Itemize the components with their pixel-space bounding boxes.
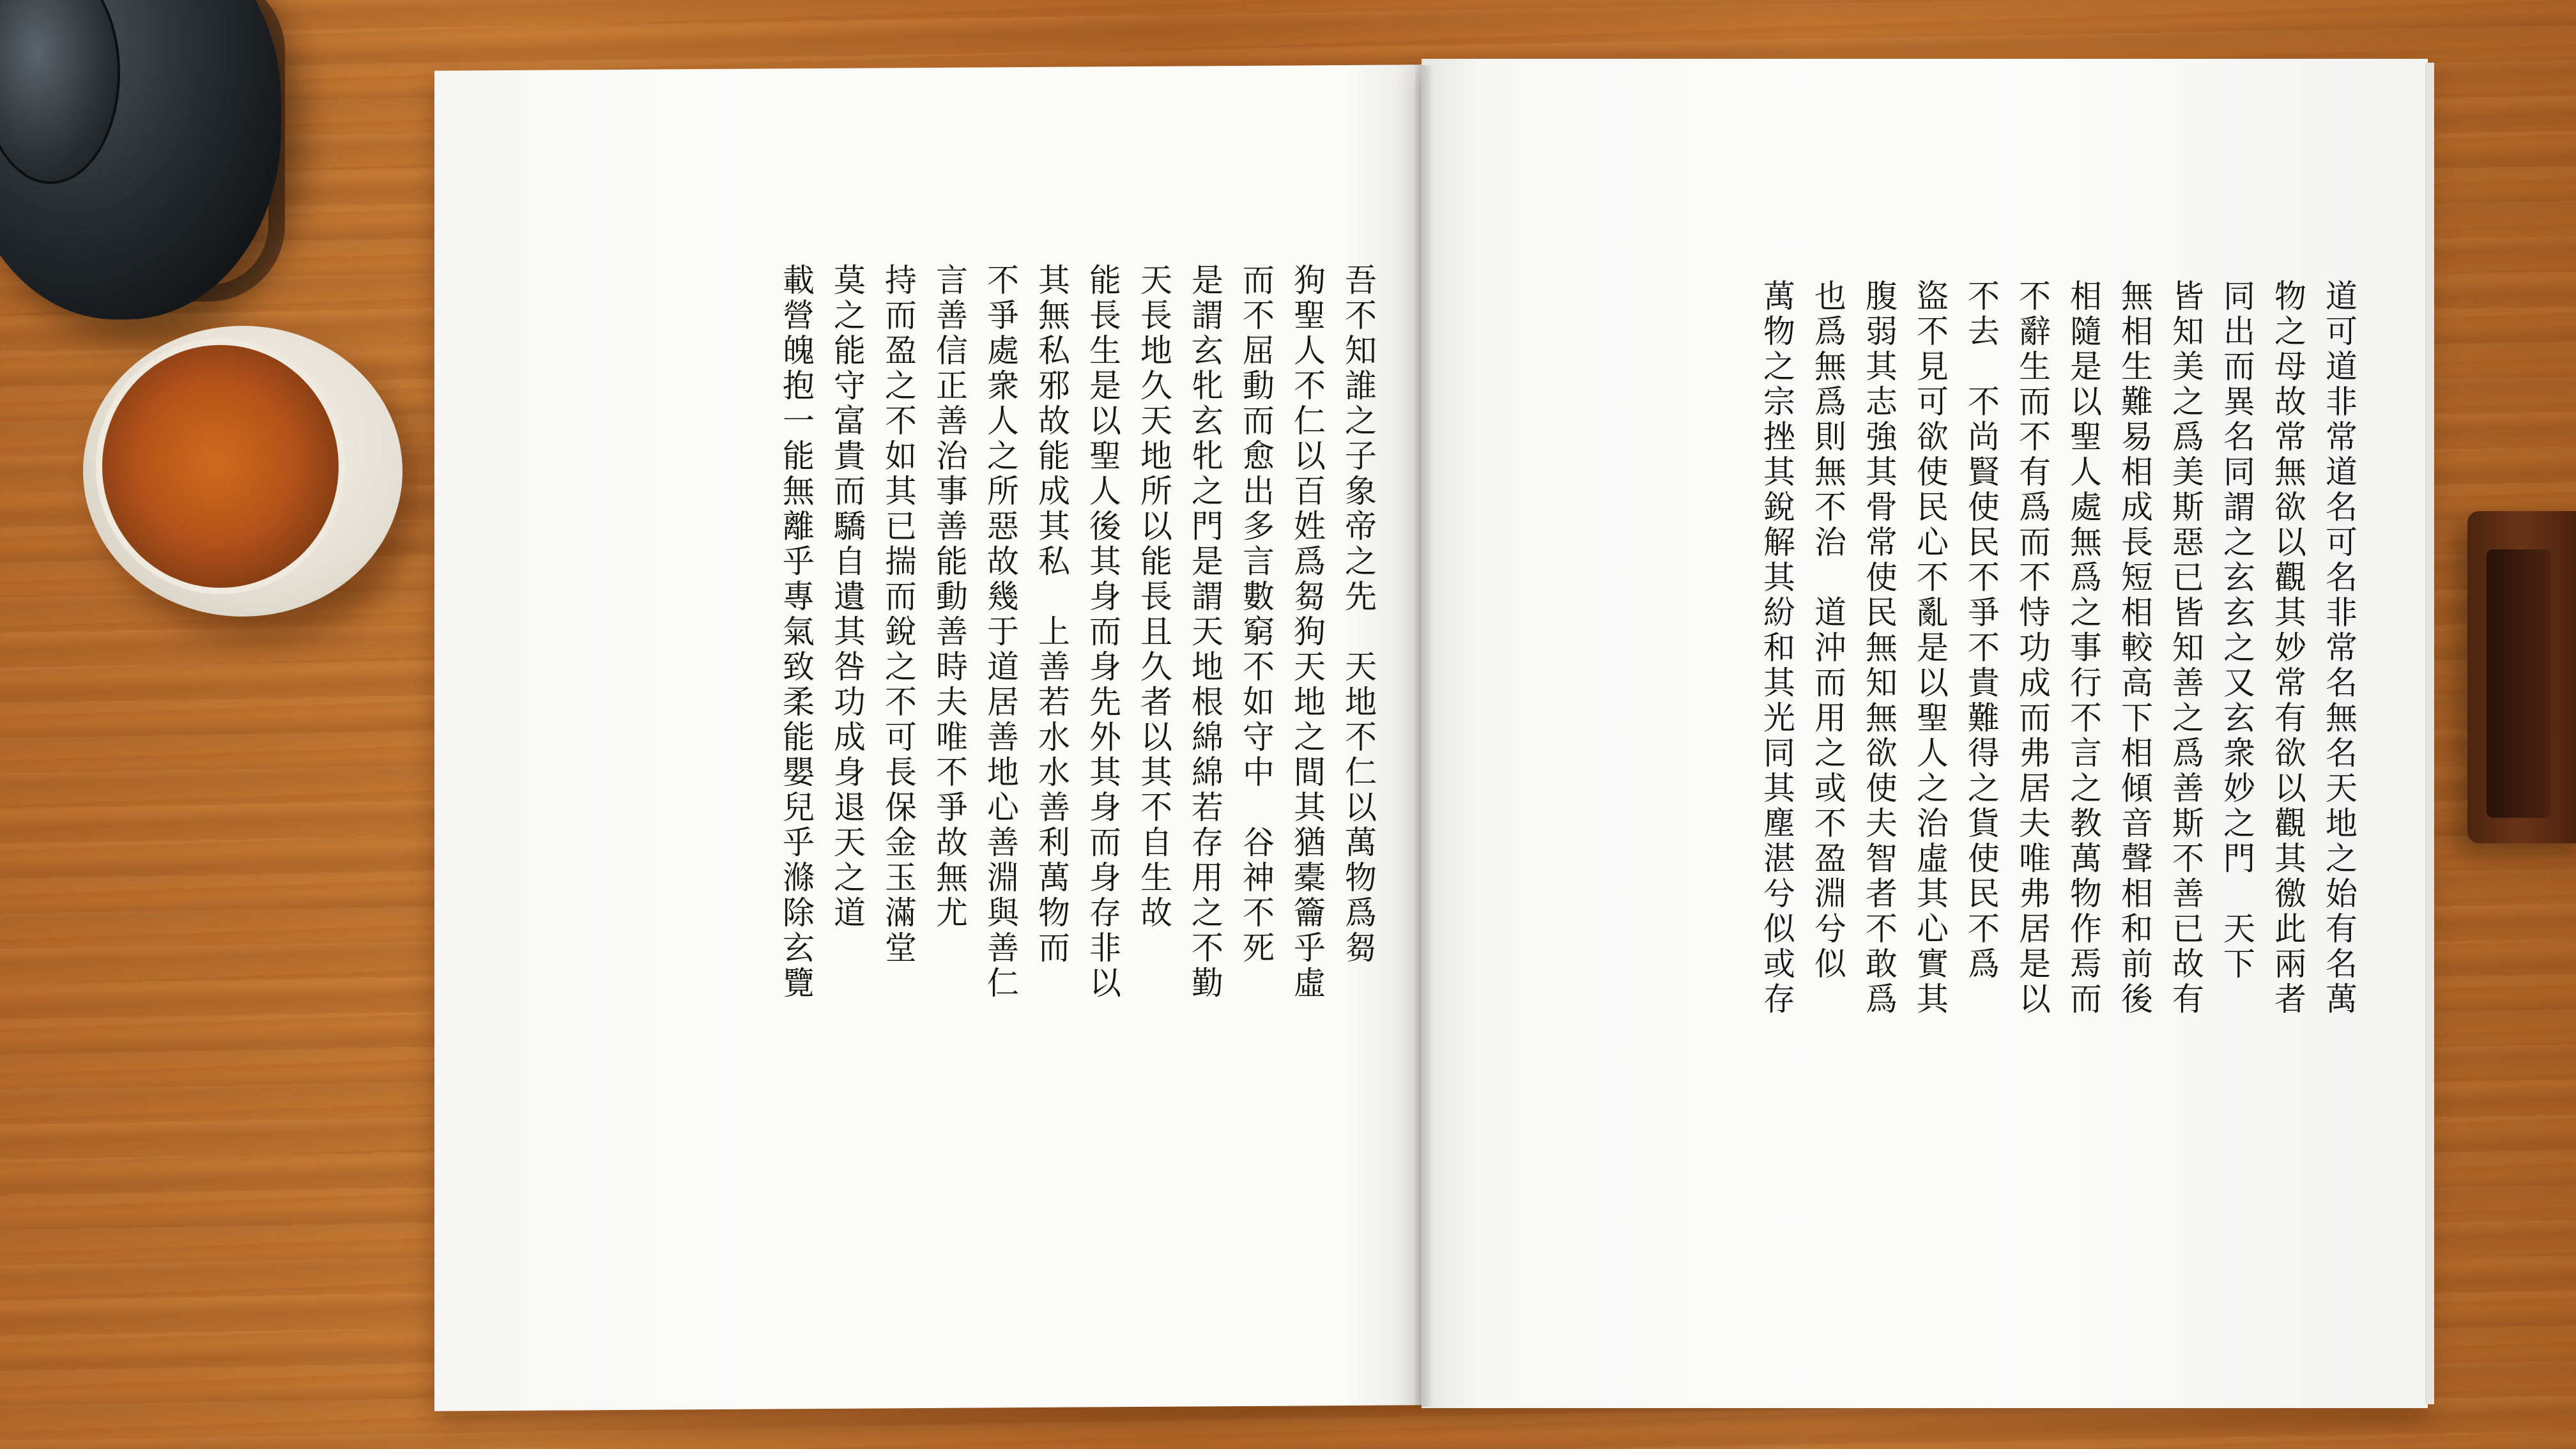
text-column: 是謂玄牝玄牝之門是謂天地根綿綿若存用之不勤	[1186, 263, 1223, 1001]
text-column: 天長地久天地所以能長且久者以其不自生故	[1135, 263, 1172, 931]
tea-liquid	[96, 339, 345, 594]
text-column: 不辭生而不有爲而不恃功成而弗居夫唯弗居是以	[2014, 279, 2051, 1017]
text-column: 其無私邪故能成其私 上善若水水善利萬物而	[1033, 263, 1070, 966]
page-edge	[2425, 63, 2434, 1404]
right-page-text	[1508, 279, 2358, 1250]
left-page-text	[533, 263, 1377, 1234]
text-column: 不去 不尚賢使民不爭不貴難得之貨使民不爲	[1963, 279, 2000, 982]
text-column: 萬物之宗挫其銳解其紛和其光同其塵湛兮似或存	[1758, 279, 1795, 1017]
book-spine	[1415, 65, 1432, 1407]
text-column: 道可道非常道名可名非常名無名天地之始有名萬	[2320, 279, 2358, 1017]
text-column: 莫之能守富貴而驕自遺其咎功成身退天之道	[829, 263, 866, 931]
text-column: 吾不知誰之子象帝之先 天地不仁以萬物爲芻	[1340, 263, 1377, 966]
text-column: 相隨是以聖人處無爲之事行不言之教萬物作焉而	[2065, 279, 2102, 1017]
text-column: 持而盈之不如其已揣而銳之不可長保金玉滿堂	[880, 263, 917, 966]
open-book	[434, 59, 2428, 1412]
text-column: 狗聖人不仁以百姓爲芻狗天地之間其猶橐籥乎虛	[1289, 263, 1326, 1001]
text-column: 腹弱其志強其骨常使民無知無欲使夫智者不敢爲	[1860, 279, 1897, 1017]
text-column: 而不屈動而愈出多言數窮不如守中 谷神不死	[1238, 263, 1275, 966]
text-column: 能長生是以聖人後其身而身先外其身而身存非以	[1084, 263, 1121, 1001]
text-column: 同出而異名同謂之玄玄之又玄衆妙之門 天下	[2218, 279, 2255, 982]
text-column: 盜不見可欲使民心不亂是以聖人之治虛其心實其	[1912, 279, 1949, 1017]
text-column: 物之母故常無欲以觀其妙常有欲以觀其徼此兩者	[2269, 279, 2306, 1017]
text-column: 不爭處衆人之所惡故幾于道居善地心善淵與善仁	[982, 263, 1019, 1001]
text-column: 皆知美之爲美斯惡已皆知善之爲善斯不善已故有	[2167, 279, 2204, 1017]
text-column: 載營魄抱一能無離乎專氣致柔能嬰兒乎滌除玄覽	[778, 263, 815, 1001]
wooden-stand-slot	[2487, 549, 2550, 818]
text-column: 無相生難易相成長短相較高下相傾音聲相和前後	[2116, 279, 2153, 1017]
text-column: 言善信正善治事善能動善時夫唯不爭故無尤	[931, 263, 968, 931]
text-column: 也爲無爲則無不治 道沖而用之或不盈淵兮似	[1809, 279, 1846, 982]
